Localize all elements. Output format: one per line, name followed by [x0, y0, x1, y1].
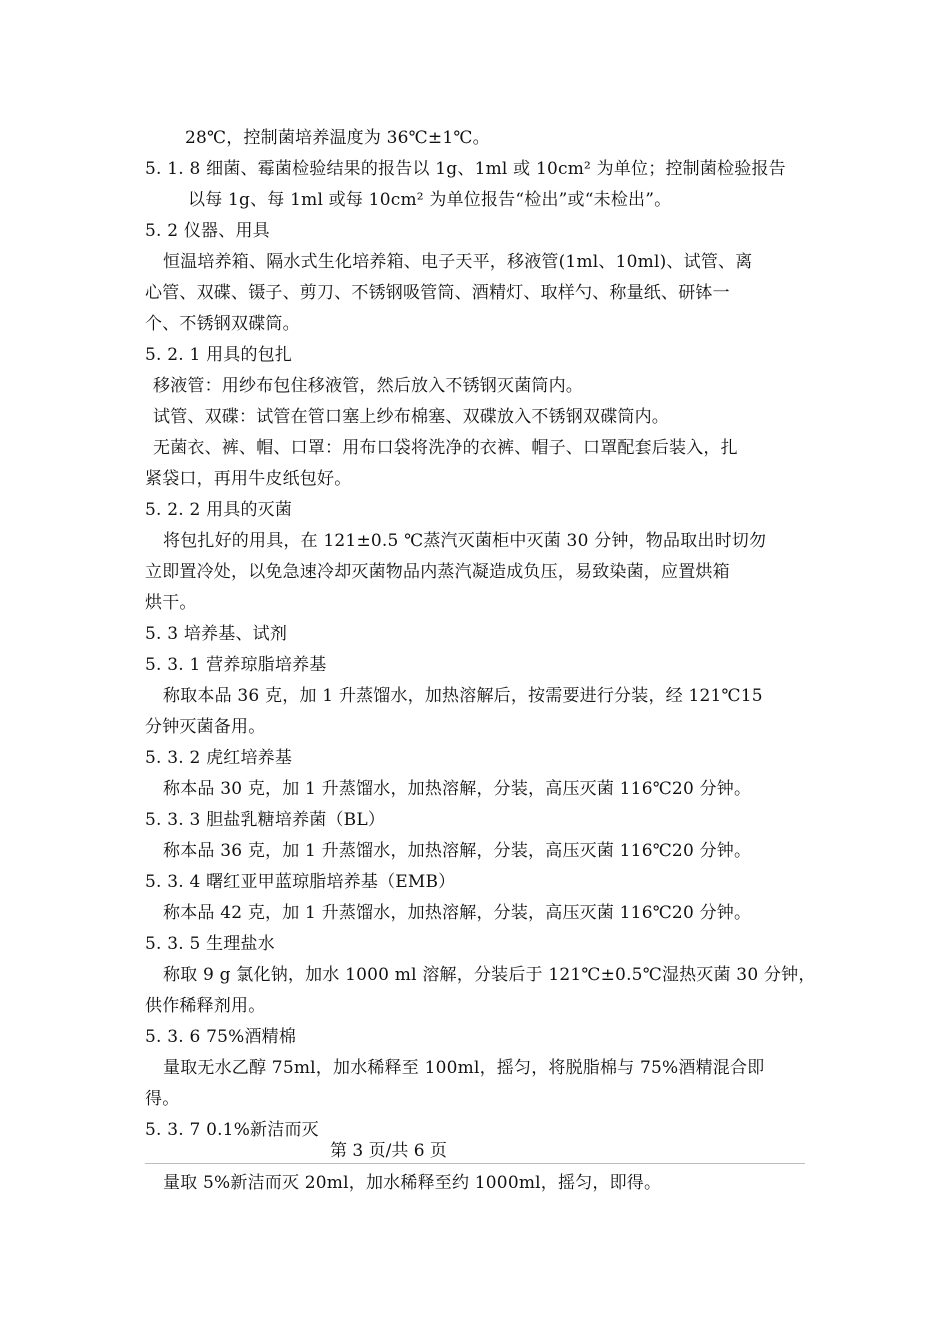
text-line: 称本品 42 克，加 1 升蒸馏水，加热溶解，分装，高压灭菌 116℃20 分钟。: [163, 903, 752, 923]
text-line: 恒温培养箱、隔水式生化培养箱、电子天平，移液管(1ml、10ml)、试管、离: [163, 252, 753, 272]
section-heading-5-2: 5. 2 仪器、用具: [145, 221, 270, 241]
section-heading-5-3-5: 5. 3. 5 生理盐水: [145, 934, 275, 954]
text-line: 将包扎好的用具，在 121±0.5 ℃蒸汽灭菌柜中灭菌 30 分钟，物品取出时切勿: [163, 531, 767, 551]
page-number-footer: 第 3 页/共 6 页: [330, 1141, 447, 1161]
section-heading-5-2-1: 5. 2. 1 用具的包扎: [145, 345, 293, 365]
text-line: 个、不锈钢双碟筒。: [145, 314, 300, 334]
text-line: 称本品 36 克，加 1 升蒸馏水，加热溶解，分装，高压灭菌 116℃20 分钟。: [163, 841, 752, 861]
text-line: 紧袋口，再用牛皮纸包好。: [145, 469, 352, 489]
section-heading-5-2-2: 5. 2. 2 用具的灭菌: [145, 500, 293, 520]
text-line: 无菌衣、裤、帽、口罩：用布口袋将洗净的衣裤、帽子、口罩配套后装入，扎: [153, 438, 738, 458]
text-line: 量取无水乙醇 75ml，加水稀释至 100ml，摇匀，将脱脂棉与 75%酒精混合即: [163, 1058, 765, 1078]
section-heading-5-3-7: 5. 3. 7 0.1%新洁而灭: [145, 1120, 319, 1140]
text-line: 称本品 30 克，加 1 升蒸馏水，加热溶解，分装，高压灭菌 116℃20 分钟。: [163, 779, 752, 799]
text-line: 量取 5%新洁而灭 20ml，加水稀释至约 1000ml，摇匀，即得。: [163, 1173, 662, 1193]
section-heading-5-3-4: 5. 3. 4 曙红亚甲蓝琼脂培养基（EMB）: [145, 872, 456, 892]
text-line: 供作稀释剂用。: [145, 996, 266, 1016]
text-line: 烘干。: [145, 593, 197, 613]
text-line: 移液管：用纱布包住移液管，然后放入不锈钢灭菌筒内。: [153, 376, 583, 396]
text-line: 试管、双碟：试管在管口塞上纱布棉塞、双碟放入不锈钢双碟筒内。: [153, 407, 669, 427]
text-line: 28℃，控制菌培养温度为 36℃±1℃。: [185, 128, 490, 148]
footer-divider: [145, 1163, 805, 1164]
text-line: 称取 9 g 氯化钠，加水 1000 ml 溶解，分装后于 121℃±0.5℃湿热灭菌 30 分钟，: [163, 965, 816, 985]
section-5-1-8-line: 5. 1. 8 细菌、霉菌检验结果的报告以 1g、1ml 或 10cm² 为单位；控制菌检验报告: [145, 159, 786, 179]
section-heading-5-3-3: 5. 3. 3 胆盐乳糖培养菌（BL）: [145, 810, 386, 830]
text-line: 以每 1g、每 1ml 或每 10cm² 为单位报告“检出”或“未检出”。: [188, 190, 672, 210]
text-line: 分钟灭菌备用。: [145, 717, 266, 737]
section-heading-5-3-6: 5. 3. 6 75%酒精棉: [145, 1027, 297, 1047]
text-line: 心管、双碟、镊子、剪刀、不锈钢吸管筒、酒精灯、取样勺、称量纸、研钵一: [145, 283, 730, 303]
text-line: 得。: [145, 1089, 180, 1109]
section-heading-5-3-2: 5. 3. 2 虎红培养基: [145, 748, 293, 768]
text-line: 立即置冷处，以免急速冷却灭菌物品内蒸汽凝造成负压，易致染菌，应置烘箱: [145, 562, 730, 582]
text-line: 称取本品 36 克，加 1 升蒸馏水，加热溶解后，按需要进行分装，经 121℃15: [163, 686, 763, 706]
section-heading-5-3: 5. 3 培养基、试剂: [145, 624, 288, 644]
section-heading-5-3-1: 5. 3. 1 营养琼脂培养基: [145, 655, 327, 675]
